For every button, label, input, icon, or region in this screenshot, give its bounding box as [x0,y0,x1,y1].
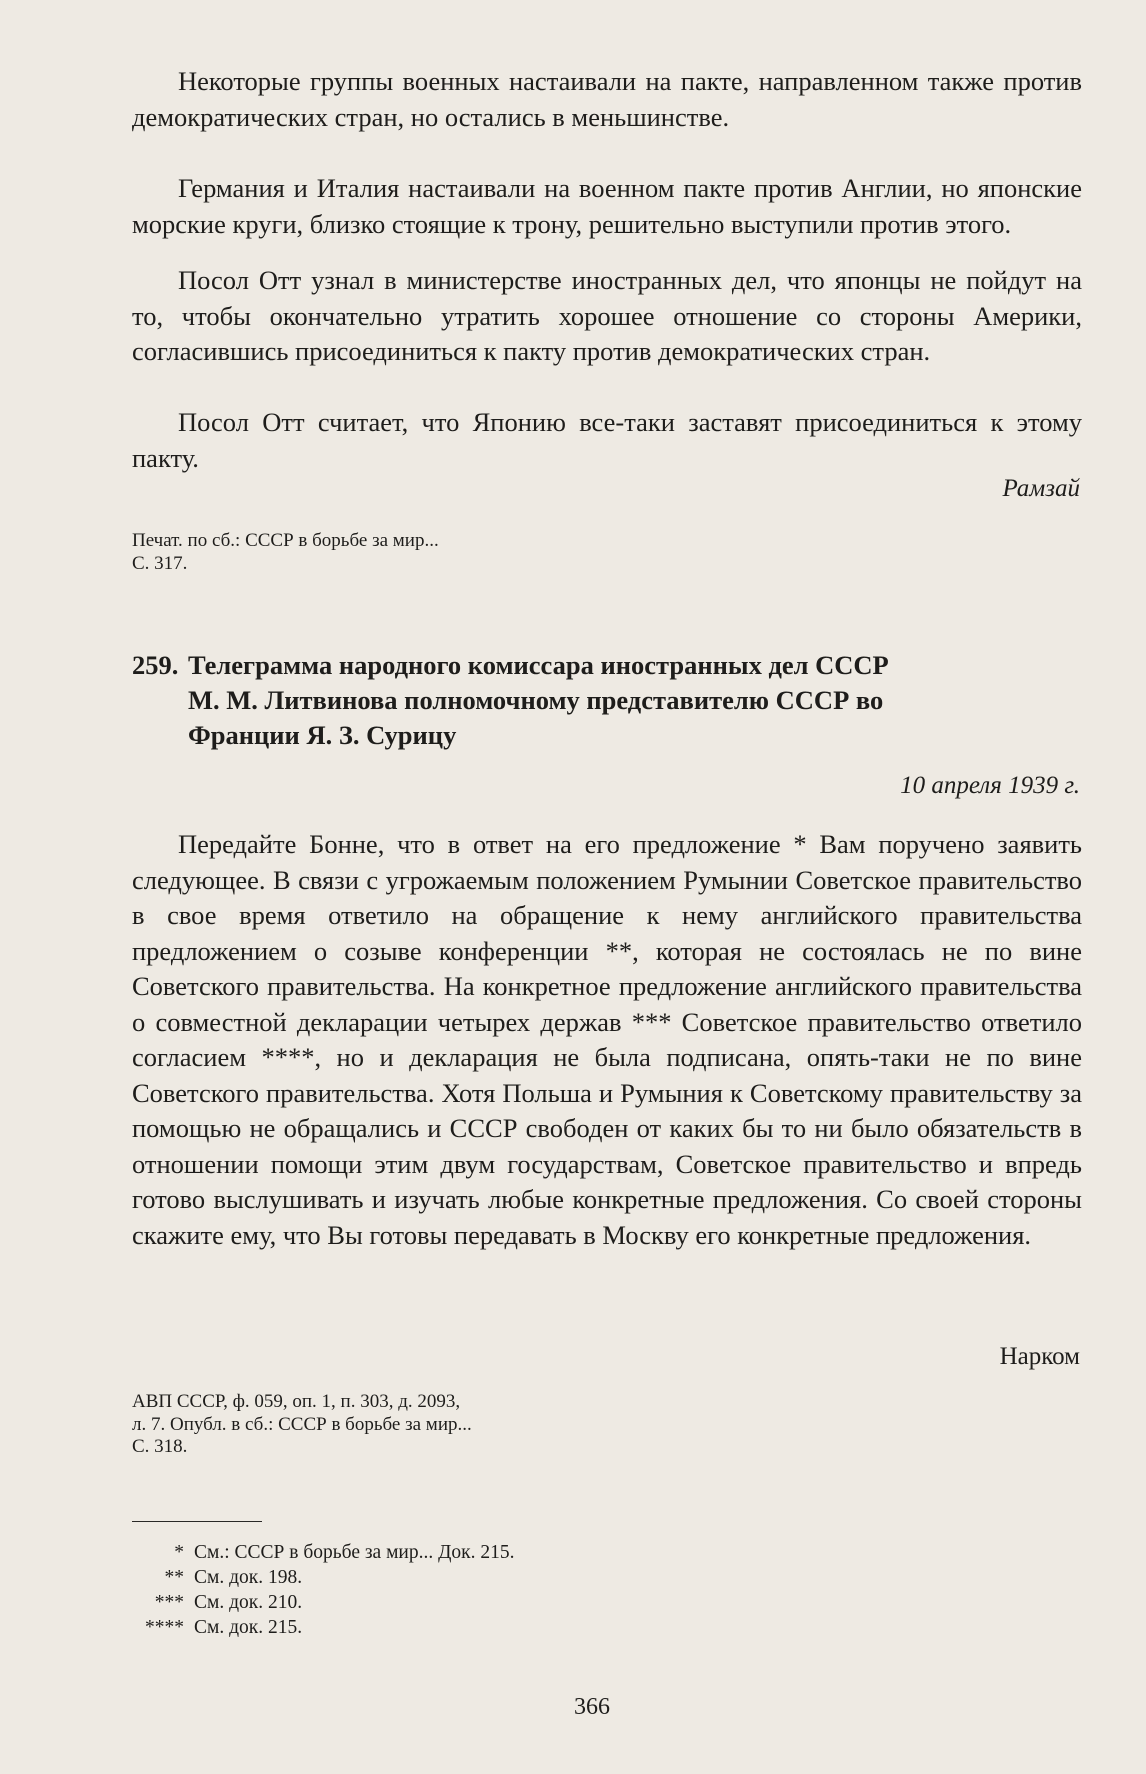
footnote-mark: ** [164,1567,184,1588]
page-number: 366 [574,1694,610,1720]
telegram-body: Передайте Бонне, что в ответ на его предложение * Вам поручено заявить следующее. В связи с угрожаемым положением Румынии Советское правительство в свое время ответило на обращение к нему английского правительства предложением о созыве конференции **, которая не состоялась не по вине Советского правительства. На конкретное предложение английского правительства о совместной декларации четырех держав *** Советское правительство ответило согласием ****, но и декларация не была подписана, опять-таки не по вине Советского правительства. Хотя Польша и Румыния к Советскому правительству за помощью не обращались и СССР свободен от каких бы то ни было обязательств в отношении помощи этим двум государствам, Советское правительство и впредь готово выслушивать и изучать любые конкретные предложения. Со своей стороны скажите ему, что Вы готовы передавать в Москву его конкретные предложения. [132,829,1082,1250]
document-date: 10 апреля 1939 г. [900,772,1080,799]
document-heading [132,648,1092,753]
footnote-rule [132,1521,262,1522]
footnote-text: См.: СССР в борьбе за мир... Док. 215. [194,1542,515,1563]
footnote-2 [132,1565,302,1590]
footnote-3 [132,1590,302,1615]
footnote-mark: * [174,1542,184,1563]
heading-line-3: Франции Я. З. Сурицу [188,720,457,750]
footnote-mark: *** [154,1592,184,1613]
paragraph-germany-italy: Германия и Италия настаивали на военном пакте против Англии, но японские морские круги, близко стоящие к трону, решительно выступили против этого. [132,173,1082,239]
document-number: 259. [132,650,179,680]
paragraph-ott-ministry: Посол Отт узнал в министерстве иностранных дел, что японцы не пойдут на то, чтобы окончательно утратить хорошее отношение со стороны Америки, согласившись присоединиться к пакту против демократических стран. [132,265,1082,366]
signature-narkom: Нарком [999,1343,1080,1370]
footnote-text: См. док. 215. [194,1617,303,1638]
footnote-4 [132,1615,302,1640]
signature-ramzai: Рамзай [1002,475,1080,502]
heading-line-1: Телеграмма народного комиссара иностранных дел СССР [188,650,889,680]
footnote-mark: **** [145,1617,184,1638]
footnote-text: См. док. 198. [194,1567,303,1588]
heading-line-2: М. М. Литвинова полномочному представителю СССР во [188,685,884,715]
footnote-1 [132,1540,515,1565]
paragraph-ott-believes: Посол Отт считает, что Японию все-таки заставят присоединиться к этому пакту. [132,407,1082,473]
source-note-2: АВП СССР, ф. 059, оп. 1, п. 303, д. 2093, л. 7. Опубл. в сб.: СССР в борьбе за мир... С. 318. [132,1391,472,1457]
source-note-1: Печат. по сб.: СССР в борьбе за мир... С. 317. [132,530,439,574]
paragraph-groups: Некоторые группы военных настаивали на пакте, направленном также против демократических стран, но остались в меньшинстве. [132,66,1082,132]
footnote-text: См. док. 210. [194,1592,303,1613]
